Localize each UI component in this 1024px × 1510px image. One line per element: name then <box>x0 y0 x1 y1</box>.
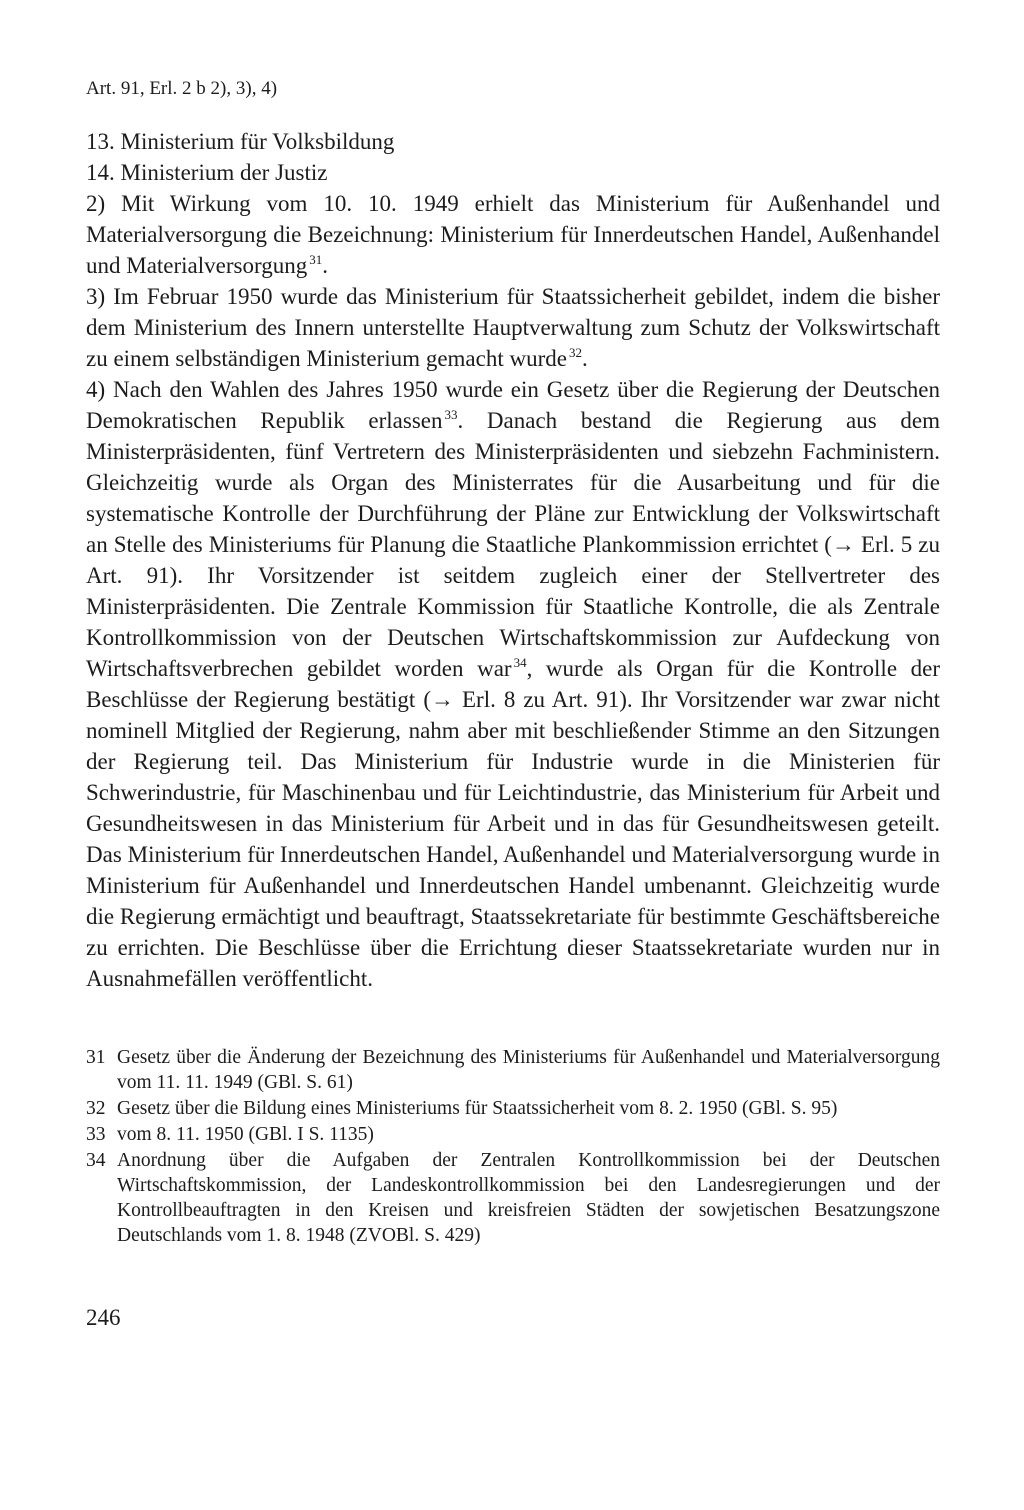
footnote-number: 32 <box>86 1098 106 1119</box>
footnote-text: Gesetz über die Bildung eines Ministeriums für Staatssicherheit vom 8. 2. 1950 (GBl. S. 95) <box>117 1098 838 1119</box>
footnotes <box>86 1045 940 1248</box>
footnote-number: 31 <box>86 1047 106 1068</box>
list-item: 13. Ministerium für Volksbildung <box>86 129 395 154</box>
footnote <box>86 1148 940 1248</box>
paragraph-tail: . <box>322 253 328 278</box>
ministry-list <box>86 126 940 188</box>
footnote-ref-33: 33 <box>444 407 458 422</box>
paragraph-4 <box>86 374 940 994</box>
footnote <box>86 1045 940 1095</box>
paragraph-2 <box>86 188 940 281</box>
footnote-ref-31: 31 <box>309 252 323 267</box>
footnote <box>86 1122 940 1147</box>
paragraph-3 <box>86 281 940 374</box>
paragraph-text: 2) Mit Wirkung vom 10. 10. 1949 erhielt das Ministerium für Außenhandel und Materialversorgung die Bezeichnung: Ministerium für Innerdeutschen Handel, Außenhandel und Materialversorgung <box>86 191 940 278</box>
footnote-ref-34: 34 <box>513 655 527 670</box>
paragraph-text-end: , wurde als Organ für die Kontrolle der Beschlüsse der Regierung bestätigt (→ Erl. 8 zu Art. 91). Ihr Vorsitzender war zwar nicht nominell Mitglied der Regierung, nahm aber mit beschließender Stimme an den Sitzungen der Regierung teil. Das Ministerium für Industrie wurde in die Ministerien für Schwerindustrie, für Maschinenbau und für Leichtindustrie, das Ministerium für Arbeit und Gesundheitswesen in das Ministerium für Arbeit und in das für Gesundheitswesen geteilt. Das Ministerium für Innerdeutschen Handel, Außenhandel und Materialversorgung wurde in Ministerium für Außenhandel und Innerdeutschen Handel umbenannt. Gleichzeitig wurde die Regierung ermächtigt und beauftragt, Staatssekretariate für bestimmte Geschäftsbereiche zu errichten. Die Beschlüsse über die Errichtung dieser Staatssekretariate wurden nur in Ausnahmefällen veröffentlicht. <box>86 656 940 991</box>
list-item: 14. Ministerium der Justiz <box>86 160 328 185</box>
paragraph-text: 4) Nach den Wahlen des Jahres 1950 wurde ein Gesetz über die Regierung der Deutschen Demokratischen Republik erlassen <box>86 377 940 433</box>
footnote <box>86 1096 940 1121</box>
page-number: 246 <box>86 1305 121 1330</box>
footnote-number: 34 <box>86 1150 106 1171</box>
footnote-number: 33 <box>86 1124 106 1145</box>
paragraph-text-continued: . Danach bestand die Regierung aus dem Ministerpräsidenten, fünf Vertretern des Ministerpräsidenten und siebzehn Fachministern. Gleichzeitig wurde als Organ des Ministerrates für die Ausarbeitung und für die systematische Kontrolle der Durchführung der Pläne zur Entwicklung der Volkswirtschaft an Stelle des Ministeriums für Planung die Staatliche Plankommission errichtet (→ Erl. 5 zu Art. 91). Ihr Vorsitzender ist seitdem zugleich einer der Stellvertreter des Ministerpräsidenten. Die Zentrale Kommission für Staatliche Kontrolle, die als Zentrale Kontrollkommission von der Deutschen Wirtschaftskommission zur Aufdeckung von Wirtschaftsverbrechen gebildet worden war <box>86 408 940 681</box>
footnote-ref-32: 32 <box>568 345 582 360</box>
footnote-text: vom 8. 11. 1950 (GBl. I S. 1135) <box>117 1124 374 1145</box>
page-body <box>86 76 940 1249</box>
paragraph-tail: . <box>581 346 588 371</box>
paragraph-text: 3) Im Februar 1950 wurde das Ministerium für Staatssicherheit gebildet, indem die bisher dem Ministerium des Innern unterstellte Hauptverwaltung zum Schutz der Volkswirtschaft zu einem selbständigen Ministerium gemacht wurde <box>86 284 940 371</box>
footnote-text: Gesetz über die Änderung der Bezeichnung des Ministeriums für Außenhandel und Materialversorgung vom 11. 11. 1949 (GBl. S. 61) <box>117 1047 940 1093</box>
footnote-text: Anordnung über die Aufgaben der Zentralen Kontrollkommission bei der Deutschen Wirtschaftskommission, der Landeskontrollkommission bei den Landesregierungen und der Kontrollbeauftragten in den Kreisen und kreisfreien Städten der sowjetischen Besatzungszone Deutschlands vom 1. 8. 1948 (ZVOBl. S. 429) <box>117 1150 940 1246</box>
running-header: Art. 91, Erl. 2 b 2), 3), 4) <box>86 78 278 99</box>
